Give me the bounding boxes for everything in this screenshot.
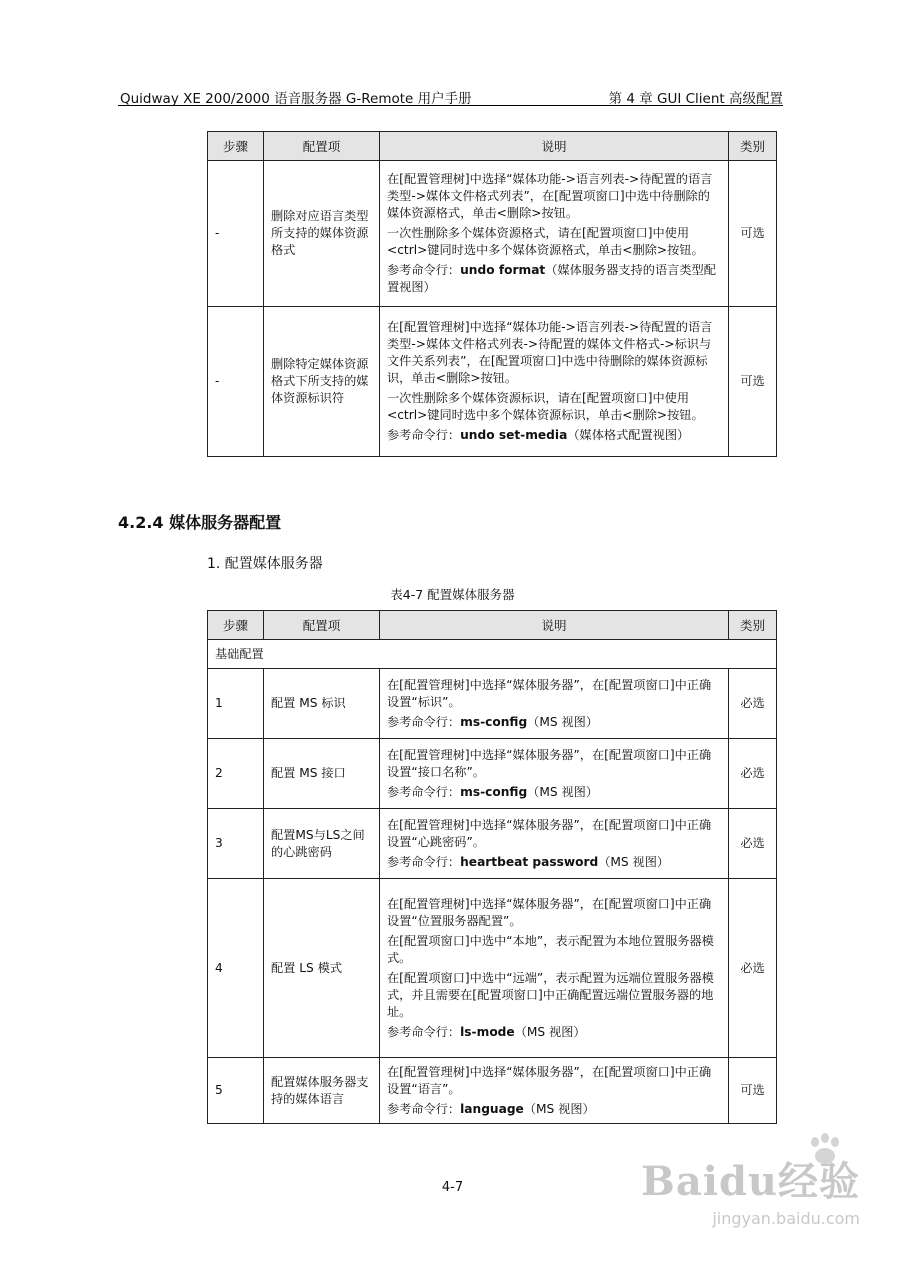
ref-view: （媒体服务器支持的语言类型配置视图） (387, 263, 716, 294)
desc-reference (387, 1101, 721, 1118)
desc-paragraph: 在[配置管理树]中选择“媒体功能->语言列表->待配置的语言类型->媒体文件格式列表->待配置的媒体文件格式->标识与文件关系列表”，在[配置项窗口]中选中待删除的媒体资源标识，单击<删除>按钮。 (387, 320, 713, 385)
cell-category: 可选 (729, 161, 777, 307)
col-header-cat: 类别 (729, 132, 777, 161)
table-header-row (208, 132, 777, 161)
cell-desc (380, 161, 729, 307)
ref-command: language (460, 1101, 524, 1116)
table-row (208, 739, 777, 809)
ref-command: ms-config (460, 784, 528, 799)
subsection-heading: 1. 配置媒体服务器 (207, 556, 323, 572)
table-caption: 表4-7 配置媒体服务器 (390, 587, 515, 602)
cell-desc (380, 739, 729, 809)
ref-command: ls-mode (460, 1024, 515, 1039)
desc-paragraph: 在[配置管理树]中选择“媒体服务器”，在[配置项窗口]中正确设置“心跳密码”。 (387, 817, 712, 849)
ref-view: （媒体格式配置视图） (567, 428, 690, 442)
cell-category: 必选 (729, 739, 777, 809)
group-row (208, 640, 777, 669)
desc-reference (387, 427, 721, 444)
col-header-desc: 说明 (380, 611, 729, 640)
cell-item: 配置 LS 模式 (264, 879, 380, 1058)
desc-reference (387, 854, 721, 871)
ref-prefix: 参考命令行： (387, 784, 461, 799)
cell-step: 5 (208, 1058, 264, 1124)
cell-category: 可选 (729, 307, 777, 457)
table-row (208, 879, 777, 1058)
cell-category: 必选 (729, 879, 777, 1058)
col-header-cat: 类别 (729, 611, 777, 640)
cell-item: 配置媒体服务器支持的媒体语言 (264, 1058, 380, 1124)
ref-view: （MS 视图） (523, 1101, 595, 1116)
col-header-step: 步骤 (208, 132, 264, 161)
cell-step: 4 (208, 879, 264, 1058)
desc-paragraph: 在[配置项窗口]中选中“本地”，表示配置为本地位置服务器模式。 (387, 933, 714, 965)
config-media-server-table (207, 610, 777, 1124)
cell-item: 配置 MS 标识 (264, 669, 380, 739)
header-chapter-title: 第 4 章 GUI Client 高级配置 (608, 91, 783, 107)
cell-step: - (208, 161, 264, 307)
desc-paragraph: 一次性删除多个媒体资源标识，请在[配置项窗口]中使用<ctrl>键同时选中多个媒体资源标识，单击<删除>按钮。 (387, 391, 704, 422)
cell-category: 必选 (729, 669, 777, 739)
cell-step: 2 (208, 739, 264, 809)
ref-command: heartbeat password (460, 854, 599, 869)
cell-desc (380, 879, 729, 1058)
cell-category: 必选 (729, 809, 777, 879)
header-doc-title: Quidway XE 200/2000 语音服务器 G-Remote 用户手册 (120, 91, 472, 107)
desc-reference (387, 784, 721, 801)
cell-step: - (208, 307, 264, 457)
desc-reference (387, 714, 721, 731)
ref-prefix: 参考命令行： (387, 854, 461, 869)
cell-item: 配置 MS 接口 (264, 739, 380, 809)
ref-command: ms-config (460, 714, 528, 729)
cell-desc (380, 307, 729, 457)
cell-desc (380, 809, 729, 879)
table-row (208, 307, 777, 457)
ref-view: （MS 视图） (598, 854, 670, 869)
table-row (208, 161, 777, 307)
table-row (208, 809, 777, 879)
desc-reference (387, 1024, 721, 1041)
cell-item: 删除对应语言类型所支持的媒体资源格式 (264, 161, 380, 307)
ref-view: （MS 视图） (514, 1024, 586, 1039)
ref-view: （MS 视图） (527, 784, 599, 799)
desc-paragraph: 在[配置管理树]中选择“媒体服务器”，在[配置项窗口]中正确设置“位置服务器配置”。 (387, 896, 712, 928)
cell-step: 1 (208, 669, 264, 739)
col-header-desc: 说明 (380, 132, 729, 161)
cell-category: 可选 (729, 1058, 777, 1124)
cell-item: 配置MS与LS之间的心跳密码 (264, 809, 380, 879)
ref-prefix: 参考命令行： (387, 1101, 461, 1116)
desc-paragraph: 在[配置项窗口]中选中“远端”，表示配置为远端位置服务器模式，并且需要在[配置项窗口]中正确配置远端位置服务器的地址。 (387, 970, 714, 1019)
desc-paragraph: 在[配置管理树]中选择“媒体服务器”，在[配置项窗口]中正确设置“标识”。 (387, 677, 712, 709)
ref-prefix: 参考命令行： (387, 714, 461, 729)
ref-prefix: 参考命令行： (387, 1024, 461, 1039)
desc-paragraph: 在[配置管理树]中选择“媒体服务器”，在[配置项窗口]中正确设置“语言”。 (387, 1064, 712, 1096)
cell-desc (380, 1058, 729, 1124)
col-header-step: 步骤 (208, 611, 264, 640)
group-label: 基础配置 (208, 640, 777, 669)
watermark (641, 1150, 860, 1228)
table-row (208, 669, 777, 739)
watermark-logo: Baidu经验 (641, 1158, 860, 1205)
cell-desc (380, 669, 729, 739)
table-header-row (208, 611, 777, 640)
ref-command: undo set-media (460, 428, 568, 442)
header-divider (118, 105, 783, 106)
page-number: 4-7 (441, 1180, 464, 1195)
desc-reference (387, 262, 721, 296)
ref-prefix: 参考命令行： (387, 428, 461, 442)
col-header-item: 配置项 (264, 132, 380, 161)
ref-prefix: 参考命令行： (387, 263, 461, 277)
col-header-item: 配置项 (264, 611, 380, 640)
cell-item: 删除特定媒体资源格式下所支持的媒体资源标识符 (264, 307, 380, 457)
watermark-url: jingyan.baidu.com (712, 1209, 860, 1228)
config-table-continued (207, 131, 777, 457)
ref-view: （MS 视图） (527, 714, 599, 729)
section-heading: 4.2.4 媒体服务器配置 (118, 513, 282, 532)
cell-step: 3 (208, 809, 264, 879)
desc-paragraph: 一次性删除多个媒体资源格式，请在[配置项窗口]中使用<ctrl>键同时选中多个媒体资源格式，单击<删除>按钮。 (387, 226, 704, 257)
ref-command: undo format (460, 263, 546, 277)
desc-paragraph: 在[配置管理树]中选择“媒体服务器”，在[配置项窗口]中正确设置“接口名称”。 (387, 747, 712, 779)
table-row (208, 1058, 777, 1124)
desc-paragraph: 在[配置管理树]中选择“媒体功能->语言列表->待配置的语言类型->媒体文件格式列表”，在[配置项窗口]中选中待删除的媒体资源格式，单击<删除>按钮。 (387, 172, 713, 220)
